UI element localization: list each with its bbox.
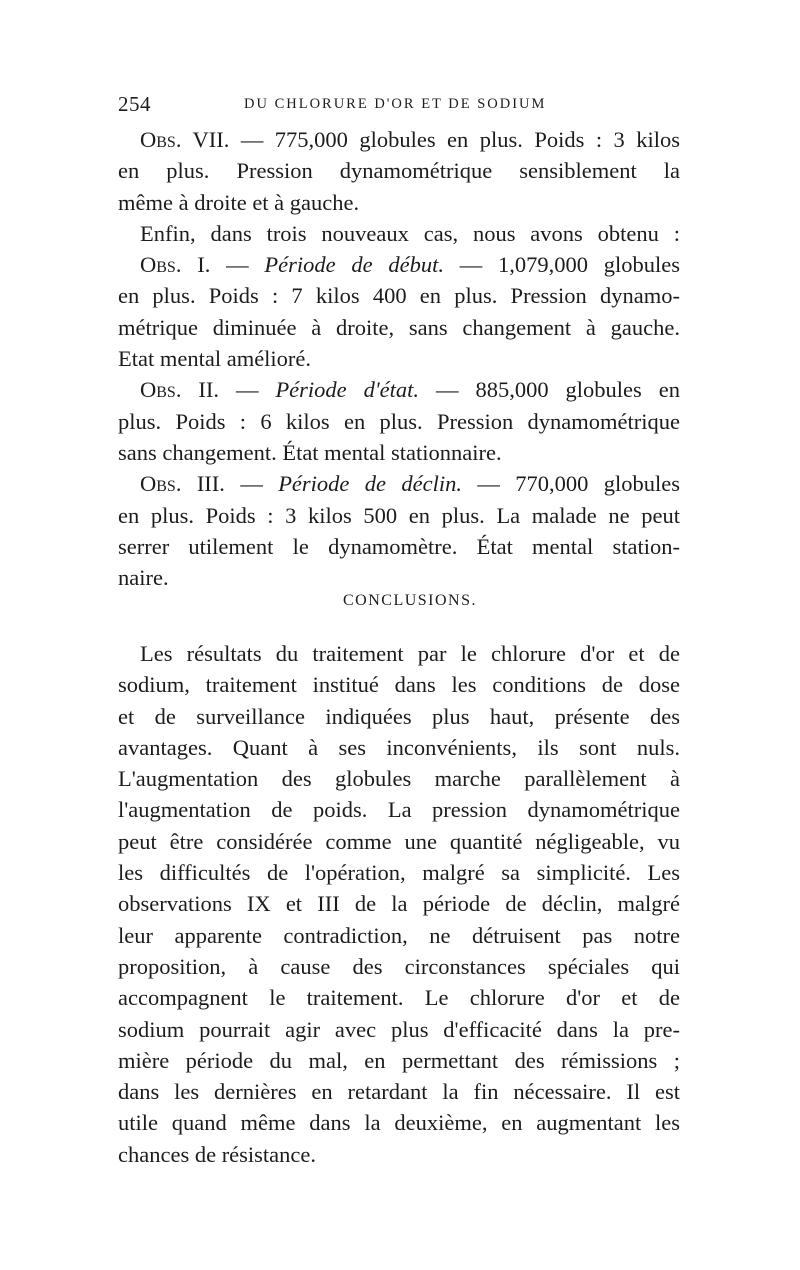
conclusion-line: les difficultés de l'opération, malgré sa simplicité. Les [118, 860, 680, 886]
conclusion-line: mière période du mal, en permettant des rémissions ; [118, 1047, 680, 1073]
intro-line: Enfin, dans trois nouveaux cas, nous avons obtenu : [140, 220, 680, 246]
obs-ii-line-2: plus. Poids : 6 kilos en plus. Pression dynamométrique [118, 408, 680, 434]
conclusions-heading: CONCLUSIONS. [342, 592, 477, 609]
conclusion-line: sodium, traitement institué dans les conditions de dose [118, 672, 680, 698]
obs-i-line-1: Obs. I. — Période de début. — 1,079,000 globules [140, 252, 681, 278]
obs-iii-period: Période de déclin. [278, 471, 462, 497]
conclusion-line: proposition, à cause des circonstances spéciales qui [118, 953, 680, 979]
obs-iii-line-1: Obs. III. — Période de déclin. — 770,000 globules [140, 471, 680, 497]
obs-vii-line-1: Obs. VII. — 775,000 globules en plus. Poids : 3 kilos [140, 127, 680, 152]
conclusion-line: chances de résistance. [118, 1141, 317, 1167]
conclusion-line: L'augmentation des globules marche parallèlement à [118, 766, 680, 792]
conclusion-line: peut être considérée comme une quantité négligeable, vu [118, 828, 680, 854]
obs-iii-line-4: naire. [118, 565, 169, 591]
obs-vii-line-3: même à droite et à gauche. [118, 189, 360, 215]
page-header [118, 92, 678, 122]
obs-vii-label: Obs. VII. [140, 127, 230, 152]
obs-i-line-4: Etat mental amélioré. [118, 346, 312, 372]
obs-ii-label: Obs. II. [140, 377, 220, 403]
conclusions-paragraph [118, 638, 680, 1170]
obs-i-period: Période de début. [264, 252, 444, 278]
conclusion-line: dans les dernières en retardant la fin nécessaire. Il est [118, 1079, 680, 1105]
conclusion-line: observations IX et III de la période de déclin, malgré [118, 891, 680, 917]
obs-vii-line-2: en plus. Pression dynamométrique sensiblement la [118, 158, 680, 184]
conclusion-line: l'augmentation de poids. La pression dynamométrique [118, 797, 680, 823]
obs-ii-line-3: sans changement. État mental stationnaire. [118, 439, 502, 465]
obs-iii-line-3: serrer utilement le dynamomètre. État mental station- [118, 533, 680, 559]
obs-ii-period: Période d'état. [275, 377, 420, 403]
conclusion-line: avantages. Quant à ses inconvénients, ils sont nuls. [118, 734, 680, 760]
conclusion-line: sodium pourrait agir avec plus d'efficacité dans la pre- [118, 1016, 680, 1042]
obs-ii-line-1: Obs. II. — Période d'état. — 885,000 globules en [140, 377, 680, 403]
conclusion-line: utile quand même dans la deuxième, en augmentant les [118, 1110, 680, 1136]
obs-iii-line-2: en plus. Poids : 3 kilos 500 en plus. La malade ne peut [118, 502, 680, 528]
conclusion-line: leur apparente contradiction, ne détruisent pas notre [118, 922, 680, 948]
conclusion-line: Les résultats du traitement par le chlorure d'or et de [140, 641, 680, 666]
obs-i-line-2: en plus. Poids : 7 kilos 400 en plus. Pression dynamo- [118, 283, 680, 309]
running-head: DU CHLORURE D'OR ET DE SODIUM [244, 96, 547, 112]
observations-block [118, 124, 680, 593]
conclusion-line: et de surveillance indiquées plus haut, présente des [118, 703, 680, 729]
conclusion-line: accompagnent le traitement. Le chlorure d'or et de [118, 985, 680, 1011]
obs-i-label: Obs. I. [140, 252, 211, 278]
page-number: 254 [118, 92, 151, 116]
obs-iii-label: Obs. III. [140, 471, 225, 497]
obs-i-line-3: métrique diminuée à droite, sans changement à gauche. [118, 314, 680, 340]
